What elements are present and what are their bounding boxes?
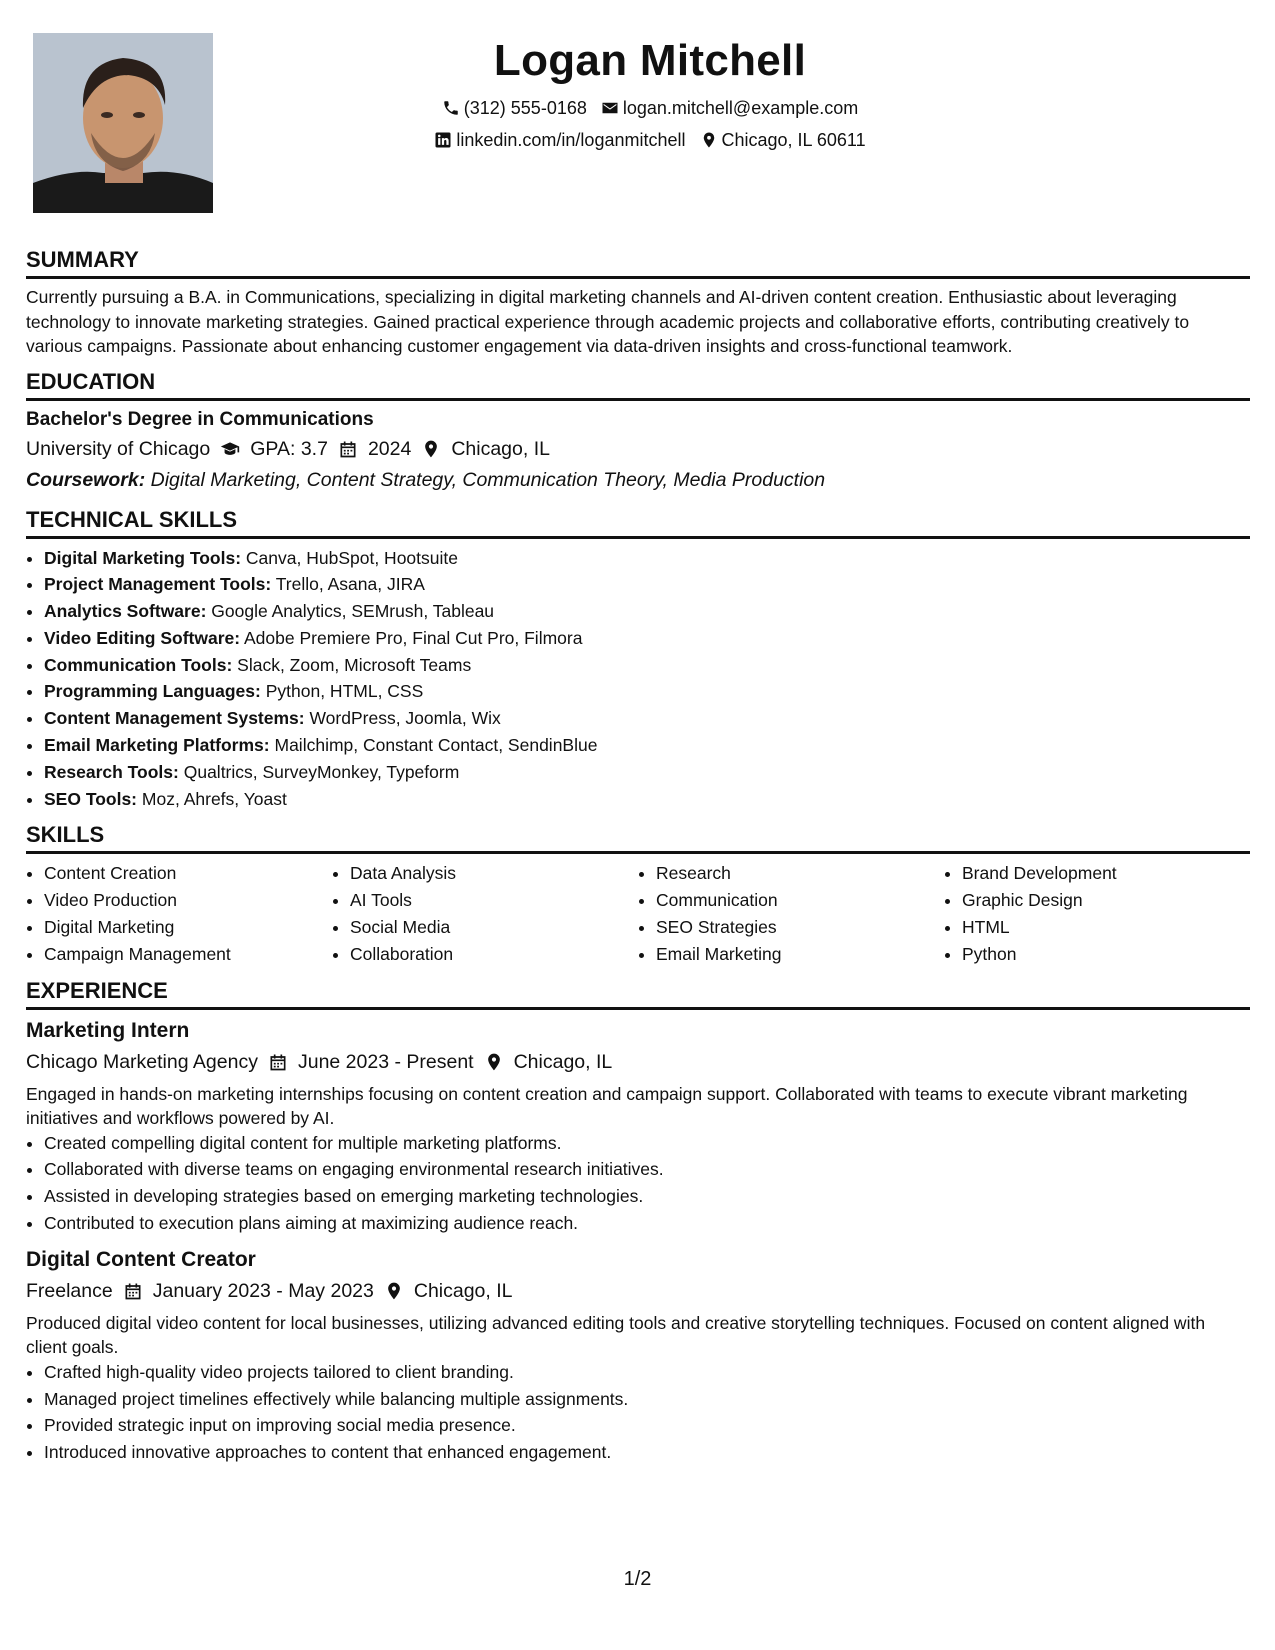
job-meta: [26, 1046, 1250, 1078]
list-item: [44, 652, 1250, 679]
skill-category: SEO Tools:: [44, 788, 138, 809]
skill-values: Python, HTML, CSS: [265, 681, 424, 702]
linkedin-text: linkedin.com/in/loganmitchell: [456, 130, 686, 150]
skill-category: Programming Languages:: [44, 681, 261, 702]
skill-category: Communication Tools:: [44, 654, 233, 675]
page-number: 1/2: [623, 1568, 652, 1590]
job-location: Chicago, IL: [413, 1279, 513, 1302]
experience-section: [26, 976, 1250, 1466]
experience-entry: [26, 1016, 1250, 1237]
list-item: [44, 759, 1250, 786]
skill-values: Canva, HubSpot, Hootsuite: [245, 547, 458, 568]
list-item: • Crafted high-quality video projects tailored to client branding.: [44, 1359, 1250, 1386]
list-item: • Created compelling digital content for multiple marketing platforms.: [44, 1130, 1250, 1157]
school-name: University of Chicago: [26, 437, 211, 460]
calendar-icon: [338, 439, 358, 459]
email-contact[interactable]: [601, 92, 858, 124]
list-item: • Graphic Design: [962, 887, 1250, 914]
skill-values: Qualtrics, SurveyMonkey, Typeform: [183, 761, 460, 782]
email-text: logan.mitchell@example.com: [622, 98, 859, 118]
skills-column: [944, 860, 1250, 967]
job-title: Digital Content Creator: [26, 1247, 256, 1271]
list-item: [44, 625, 1250, 652]
list-item: • HTML: [962, 914, 1250, 941]
list-item: • Data Analysis: [350, 860, 638, 887]
calendar-icon: [268, 1052, 288, 1072]
summary-section: [26, 245, 1250, 359]
skill-values: Moz, Ahrefs, Yoast: [141, 788, 287, 809]
skills-section: [26, 820, 1250, 967]
phone-contact[interactable]: [442, 92, 587, 124]
skill-category: Digital Marketing Tools:: [44, 547, 242, 568]
map-pin-icon: [384, 1281, 404, 1301]
list-item: • Content Creation: [44, 860, 332, 887]
phone-icon: [442, 99, 460, 117]
job-bullets: [26, 1130, 1250, 1237]
skills-column: [638, 860, 944, 967]
list-item: • Introduced innovative approaches to content that enhanced engagement.: [44, 1439, 1250, 1466]
list-item: • Digital Marketing: [44, 914, 332, 941]
list-item: [44, 732, 1250, 759]
skill-category: Research Tools:: [44, 761, 179, 782]
list-item: • Collaboration: [350, 941, 638, 968]
skill-category: Email Marketing Platforms:: [44, 735, 270, 756]
list-item: • Contributed to execution plans aiming at maximizing audience reach.: [44, 1210, 1250, 1237]
section-title-skills: SKILLS: [26, 822, 105, 848]
list-item: • Provided strategic input on improving social media presence.: [44, 1412, 1250, 1439]
envelope-icon: [601, 99, 619, 117]
school-location: Chicago, IL: [451, 437, 550, 460]
linkedin-icon: [434, 131, 452, 149]
section-divider: [26, 851, 1250, 854]
job-dates: January 2023 - May 2023: [152, 1279, 374, 1302]
list-item: • AI Tools: [350, 887, 638, 914]
skill-category: Content Management Systems:: [44, 708, 305, 729]
list-item: • Campaign Management: [44, 941, 332, 968]
job-description: Engaged in hands-on marketing internships focusing on content creation and campaign support. Collaborated with teams to execute vibrant marketing initiatives and workflows powered by AI.: [26, 1083, 1188, 1128]
section-divider: [26, 276, 1250, 279]
skill-values: Trello, Asana, JIRA: [275, 574, 425, 595]
map-pin-icon: [700, 131, 718, 149]
contact-row-2: [300, 124, 1000, 156]
degree-title: Bachelor's Degree in Communications: [26, 408, 374, 430]
candidate-name: Logan Mitchell: [493, 36, 807, 85]
list-item: • Assisted in developing strategies based on emerging marketing technologies.: [44, 1183, 1250, 1210]
job-dates: June 2023 - Present: [297, 1050, 474, 1073]
section-title-experience: EXPERIENCE: [26, 977, 168, 1003]
section-title-education: EDUCATION: [26, 368, 156, 394]
job-meta: [26, 1275, 1250, 1307]
skill-values: Google Analytics, SEMrush, Tableau: [211, 601, 495, 622]
summary-text: Currently pursuing a B.A. in Communications, specializing in digital marketing channels and AI-driven content creation. Enthusiastic about leveraging technology to innovate marketing strategies. Gained practical experience through academic projects and collaborative efforts, contributing creatively to various campaigns. Passionate about enhancing customer engagement via data-driven insights and cross-functional teamwork.: [26, 287, 1190, 356]
skill-values: Slack, Zoom, Microsoft Teams: [237, 654, 472, 675]
linkedin-contact[interactable]: [434, 124, 685, 156]
skills-column: [26, 860, 332, 967]
list-item: [44, 786, 1250, 813]
skills-column: [332, 860, 638, 967]
list-item: • Video Production: [44, 887, 332, 914]
list-item: • Managed project timelines effectively while balancing multiple assignments.: [44, 1386, 1250, 1413]
education-section: [26, 367, 1250, 495]
coursework-list: Digital Marketing, Content Strategy, Communication Theory, Media Production: [150, 468, 826, 491]
job-location: Chicago, IL: [513, 1050, 613, 1073]
resume-header: [300, 30, 1000, 156]
skill-category: Analytics Software:: [44, 601, 207, 622]
technical-skills-section: [26, 505, 1250, 813]
list-item: [44, 598, 1250, 625]
list-item: • Collaborated with diverse teams on engaging environmental research initiatives.: [44, 1156, 1250, 1183]
phone-text: (312) 555-0168: [463, 98, 587, 118]
location-contact: [700, 124, 866, 156]
coursework-label: Coursework:: [26, 468, 146, 491]
profile-photo: [33, 33, 213, 213]
job-title: Marketing Intern: [26, 1018, 190, 1042]
skill-values: Adobe Premiere Pro, Final Cut Pro, Filmora: [244, 627, 583, 648]
list-item: • Python: [962, 941, 1250, 968]
map-pin-icon: [484, 1052, 504, 1072]
technical-skills-list: [26, 545, 1250, 813]
skills-grid: [26, 860, 1250, 967]
map-pin-icon: [421, 439, 441, 459]
list-item: [44, 545, 1250, 572]
graduation-year: 2024: [367, 437, 412, 460]
experience-entry: [26, 1245, 1250, 1466]
coursework-line: [26, 465, 1250, 495]
section-divider: [26, 536, 1250, 539]
list-item: • Brand Development: [962, 860, 1250, 887]
list-item: • Research: [656, 860, 944, 887]
graduation-cap-icon: [220, 439, 240, 459]
section-title-summary: SUMMARY: [26, 247, 139, 272]
section-title-technical-skills: TECHNICAL SKILLS: [26, 506, 238, 532]
location-text: Chicago, IL 60611: [721, 130, 866, 150]
calendar-icon: [123, 1281, 143, 1301]
skill-category: Video Editing Software:: [44, 627, 241, 648]
list-item: [44, 705, 1250, 732]
company-name: Chicago Marketing Agency: [26, 1050, 258, 1073]
list-item: [44, 571, 1250, 598]
list-item: • SEO Strategies: [656, 914, 944, 941]
section-divider: [26, 1007, 1250, 1010]
resume-body: [26, 245, 1250, 1474]
company-name: Freelance: [26, 1279, 113, 1302]
list-item: [44, 678, 1250, 705]
job-description: Produced digital video content for local businesses, utilizing advanced editing tools and creative storytelling techniques. Focused on content aligned with client goals.: [26, 1312, 1206, 1357]
list-item: • Communication: [656, 887, 944, 914]
section-divider: [26, 398, 1250, 401]
skill-category: Project Management Tools:: [44, 574, 272, 595]
gpa-text: GPA: 3.7: [250, 437, 328, 460]
job-bullets: [26, 1359, 1250, 1466]
list-item: • Email Marketing: [656, 941, 944, 968]
skill-values: WordPress, Joomla, Wix: [309, 708, 501, 729]
skill-values: Mailchimp, Constant Contact, SendinBlue: [274, 735, 598, 756]
list-item: • Social Media: [350, 914, 638, 941]
contact-row-1: [300, 92, 1000, 124]
education-meta: [26, 433, 1250, 465]
